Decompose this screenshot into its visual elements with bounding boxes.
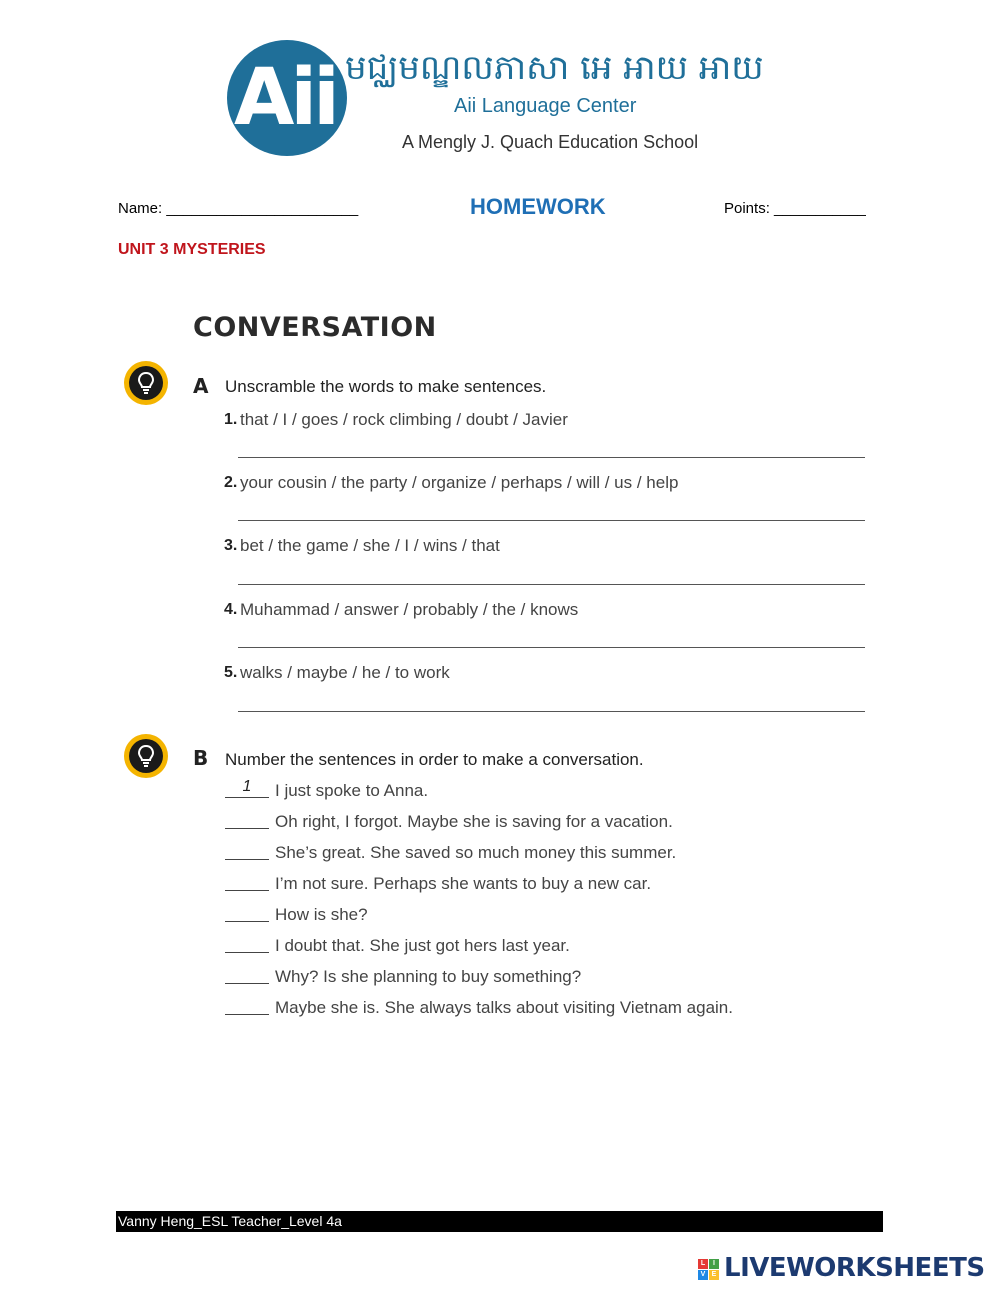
conversation-line: Maybe she is. She always talks about visiting Vietnam again. (275, 998, 733, 1017)
logo-text: Aii (234, 53, 336, 143)
center-name: Aii Language Center (454, 95, 637, 117)
answer-line[interactable] (238, 711, 865, 712)
question-number: 5. (224, 664, 238, 681)
order-blank[interactable] (225, 1014, 269, 1015)
section-b-letter: B (193, 746, 209, 770)
order-blank[interactable] (225, 859, 269, 860)
conversation-line: How is she? (275, 905, 368, 924)
unit-title: UNIT 3 MYSTERIES (118, 241, 266, 258)
name-field[interactable]: Name: _______________________ (118, 200, 359, 217)
section-b-instruction: Number the sentences in order to make a conversation. (225, 750, 644, 769)
conversation-line: I doubt that. She just got hers last year. (275, 936, 570, 955)
answer-line[interactable] (238, 647, 865, 648)
question-number: 1. (224, 411, 238, 428)
section-a-letter: A (193, 374, 209, 398)
answer-line[interactable] (238, 520, 865, 521)
question-text: that / I / goes / rock climbing / doubt / Javier (240, 410, 568, 429)
liveworksheets-brand[interactable]: LIVEWORKSHEETS (724, 1253, 985, 1283)
order-blank[interactable] (225, 952, 269, 953)
question-text: walks / maybe / he / to work (240, 663, 450, 682)
school-subtitle: A Mengly J. Quach Education School (402, 132, 699, 152)
order-blank[interactable] (225, 983, 269, 984)
answer-line[interactable] (238, 584, 865, 585)
question-text: Muhammad / answer / probably / the / knows (240, 600, 579, 619)
order-blank[interactable] (225, 797, 269, 798)
conversation-line: Why? Is she planning to buy something? (275, 967, 582, 986)
answer-line[interactable] (238, 457, 865, 458)
question-text: bet / the game / she / I / wins / that (240, 536, 500, 555)
conversation-line: Oh right, I forgot. Maybe she is saving for a vacation. (275, 812, 673, 831)
conversation-line: She’s great. She saved so much money this summer. (275, 843, 677, 862)
order-blank[interactable] (225, 828, 269, 829)
question-text: your cousin / the party / organize / perhaps / will / us / help (240, 473, 679, 492)
section-a-instruction: Unscramble the words to make sentences. (225, 377, 547, 396)
footer-text: Vanny Heng_ESL Teacher_Level 4a (118, 1213, 342, 1229)
question-number: 2. (224, 474, 238, 491)
lightbulb-icon (124, 361, 168, 405)
conversation-line: I’m not sure. Perhaps she wants to buy a new car. (275, 874, 652, 893)
order-answer[interactable]: 1 (242, 778, 252, 795)
homework-title: HOMEWORK (470, 194, 606, 219)
logo-block: I (709, 1259, 719, 1269)
question-number: 3. (224, 537, 238, 554)
conversation-heading: CONVERSATION (193, 312, 437, 343)
points-field[interactable]: Points: ___________ (724, 200, 866, 217)
order-blank[interactable] (225, 890, 269, 891)
lightbulb-icon (124, 734, 168, 778)
conversation-line: I just spoke to Anna. (275, 781, 429, 800)
question-number: 4. (224, 601, 238, 618)
order-blank[interactable] (225, 921, 269, 922)
liveworksheets-logo-icon (698, 1259, 720, 1281)
logo-block: L (698, 1259, 708, 1269)
khmer-school-name: មជ្ឈមណ្ឌលភាសា អេ អាយ អាយ (345, 48, 764, 88)
logo-block: E (709, 1270, 719, 1280)
logo-block: V (698, 1270, 708, 1280)
